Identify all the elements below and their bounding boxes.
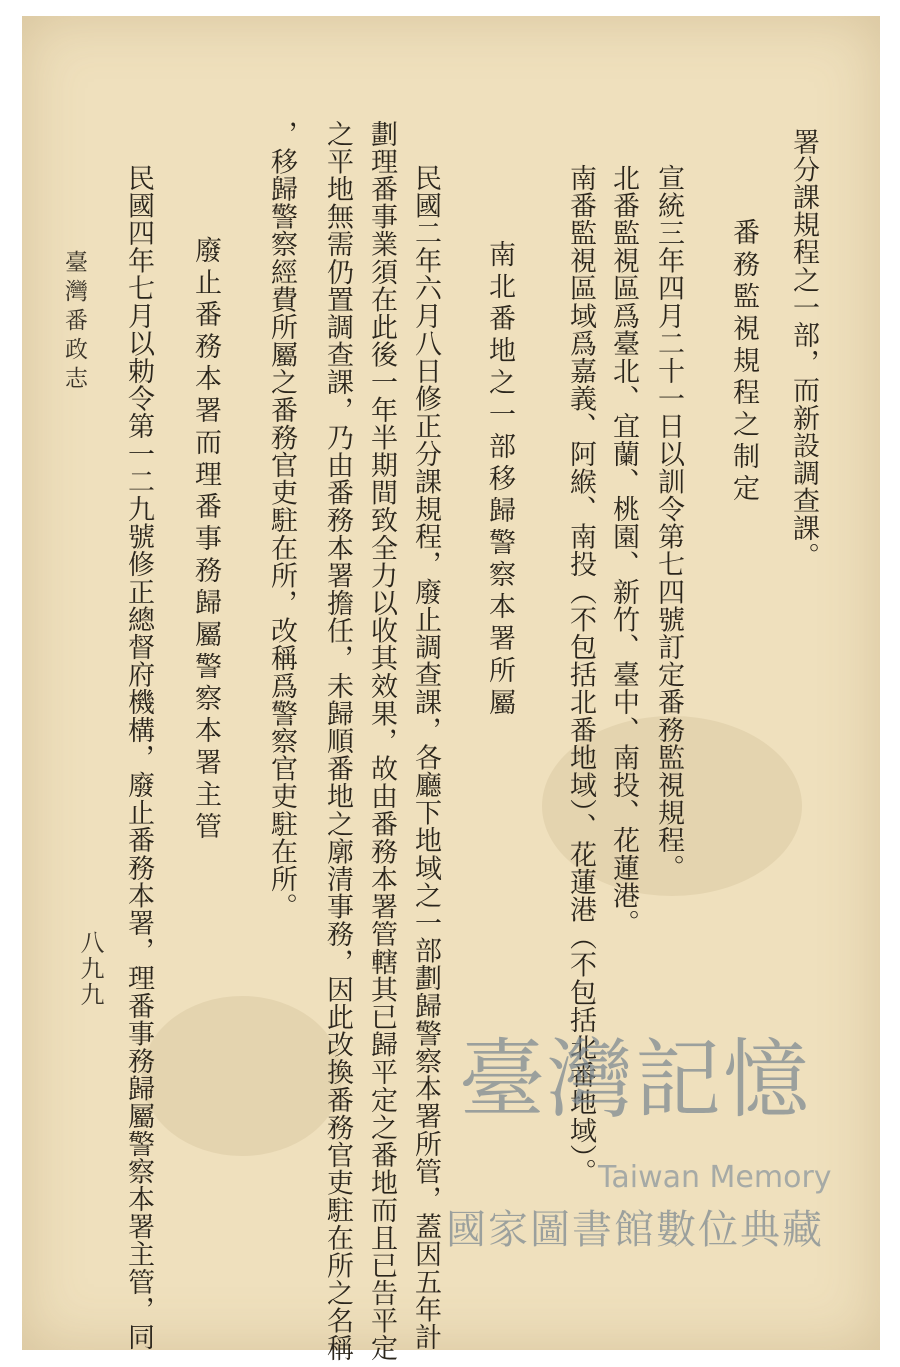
text-column: 宣統三年四月二十一日以訓令第七四號訂定番務監視規程。 <box>653 164 684 882</box>
paper-stain <box>142 996 342 1156</box>
watermark-subtitle: Taiwan Memory <box>598 1160 832 1195</box>
section-heading: 廢止番務本署而理番事務歸屬警察本署主管 <box>190 236 221 844</box>
watermark <box>420 1010 850 1260</box>
text-column: 之平地無需仍置調查課，乃由番務本署擔任，未歸順番地之廓清事務，因此改換番務官吏駐在所之名稱 <box>322 120 353 1362</box>
book-title: 臺灣番政志 <box>61 250 87 395</box>
text-column: 劃理番事業須在此後一年半期間致全力以收其效果，故由番務本署管轄其已歸平定之番地而且已告平定 <box>366 120 397 1362</box>
section-heading: 番務監視規程之制定 <box>728 218 759 506</box>
text-column: ，移歸警察經費所屬之番務官吏駐在所，改稱爲警察官吏駐在所。 <box>266 120 297 921</box>
text-column: 民國二年六月八日修正分課規程，廢止調查課，各廳下地域之一部劃歸警察本署所管，蓋因五年計 <box>410 164 441 1351</box>
text-column: 南番監視區域爲嘉義、阿緱、南投（不包括北番地域）、花蓮港（不包括北番地域）。 <box>565 164 596 1186</box>
page-number: 八九九 <box>76 930 104 1008</box>
text-column: 署分課規程之一部，而新設調查課。 <box>788 128 819 570</box>
watermark-title: 臺灣記憶 <box>459 1030 811 1130</box>
section-heading: 南北番地之一部移歸警察本署所屬 <box>484 240 515 720</box>
text-column: 民國四年七月以勅令第一二九號修正總督府機構，廢止番務本署，理番事務歸屬警察本署主管，同 <box>123 164 154 1351</box>
text-column: 北番監視區爲臺北、宜蘭、桃園、新竹、臺中、南投、花蓮港。 <box>608 164 639 937</box>
watermark-library: 國家圖書館數位典藏 <box>446 1207 824 1253</box>
